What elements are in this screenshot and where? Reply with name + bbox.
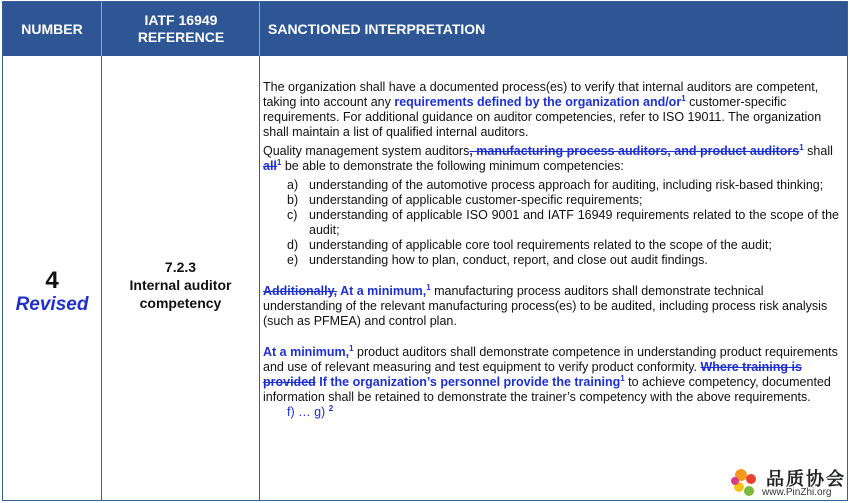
list-item xyxy=(263,238,839,253)
paragraph-2 xyxy=(263,144,839,174)
p2-deleted-1: , manufacturing process auditors, and product auditors xyxy=(469,144,800,158)
p2-deleted-2: all xyxy=(263,159,277,173)
p4-insert-2: If the organization’s personnel provide the training xyxy=(315,375,621,389)
footnote-marker: 1 xyxy=(426,282,431,292)
competency-list xyxy=(263,178,839,268)
list-text: understanding of applicable customer-specific requirements; xyxy=(309,193,643,207)
list-letter: d) xyxy=(287,238,299,252)
number-cell xyxy=(3,56,101,500)
header-reference xyxy=(101,2,260,56)
p4-text-a: product auditors shall demonstrate competence in understanding product requirements and use of relevant measuring and test equipment to verify product conformity. xyxy=(263,345,838,374)
clause-number: 7.2.3 xyxy=(164,259,197,275)
p2-text-c: be able to demonstrate the following minimum competencies: xyxy=(281,159,624,173)
p2-text-a: Quality management system auditors xyxy=(263,144,470,158)
p4-insert-1: At a minimum, xyxy=(263,345,350,359)
list-text: understanding of applicable core tool requirements related to the scope of the audit; xyxy=(309,238,772,252)
list-item xyxy=(263,208,839,238)
footnote-marker: 1 xyxy=(276,157,282,167)
footnote-marker: 2 xyxy=(328,403,334,413)
paragraph-1 xyxy=(263,80,839,140)
paragraph-4 xyxy=(263,345,839,405)
list-letter: c) xyxy=(287,208,298,222)
p4-text-c: to achieve competency, documented information shall be retained to demonstrate the trainer’s competency with the above requirements. xyxy=(263,375,831,404)
watermark-url: www.PinZhi.org xyxy=(762,487,832,498)
clause-title: Internal auditor competency xyxy=(129,277,232,311)
header-interpretation: SANCTIONED INTERPRETATION xyxy=(259,2,847,56)
p3-deleted: Additionally, xyxy=(263,284,338,298)
p1-insert: requirements defined by the organization and/or xyxy=(394,95,682,109)
p4-deleted: Where training is provided xyxy=(263,360,802,389)
header-reference-label: IATF 16949 REFERENCE xyxy=(137,12,225,45)
list-letter: a) xyxy=(287,178,299,192)
footnote-marker: 1 xyxy=(620,373,625,383)
header-number: NUMBER xyxy=(21,20,83,37)
list-letter: e) xyxy=(287,253,299,267)
p1-text-a: The organization shall have a documented process(es) to verify that internal auditors are competent, taking into account any xyxy=(263,80,819,109)
list-letter: b) xyxy=(287,193,299,207)
additional-items xyxy=(263,405,839,420)
list-item xyxy=(263,178,839,193)
watermark-name: 品质协会 xyxy=(766,469,846,489)
p1-text-c: customer-specific requirements. For additional guidance on auditor competencies, refer to ISO 19011. The organization shall maintain a list of qualified internal auditors. xyxy=(263,95,822,139)
footnote-marker: 1 xyxy=(349,343,354,353)
p3-insert: At a minimum, xyxy=(337,284,427,298)
footnote-marker: 1 xyxy=(799,142,804,152)
column-divider xyxy=(259,56,260,500)
additional-items-text: f) … g) xyxy=(287,405,326,419)
interpretation-cell xyxy=(263,80,839,420)
footnote-marker: 1 xyxy=(681,93,686,103)
list-item xyxy=(263,193,839,208)
list-text: understanding of the automotive process approach for auditing, including risk-based thinking; xyxy=(309,178,824,192)
list-text: understanding of applicable ISO 9001 and IATF 16949 requirements related to the scope of the audit; xyxy=(309,208,839,237)
reference-cell xyxy=(102,56,259,500)
list-item xyxy=(263,253,839,268)
p2-text-b: shall xyxy=(803,144,833,158)
row-number: 4 xyxy=(45,267,59,294)
p3-text: manufacturing process auditors shall demonstrate technical understanding of the relevant manufacturing process(es) to be audited, including process risk analysis (such as PFMEA) and control plan. xyxy=(263,284,828,328)
table-header xyxy=(3,2,847,56)
paragraph-3 xyxy=(263,284,839,329)
list-text: understanding how to plan, conduct, report, and close out audit findings. xyxy=(309,253,708,267)
status-badge: Revised xyxy=(15,294,89,315)
